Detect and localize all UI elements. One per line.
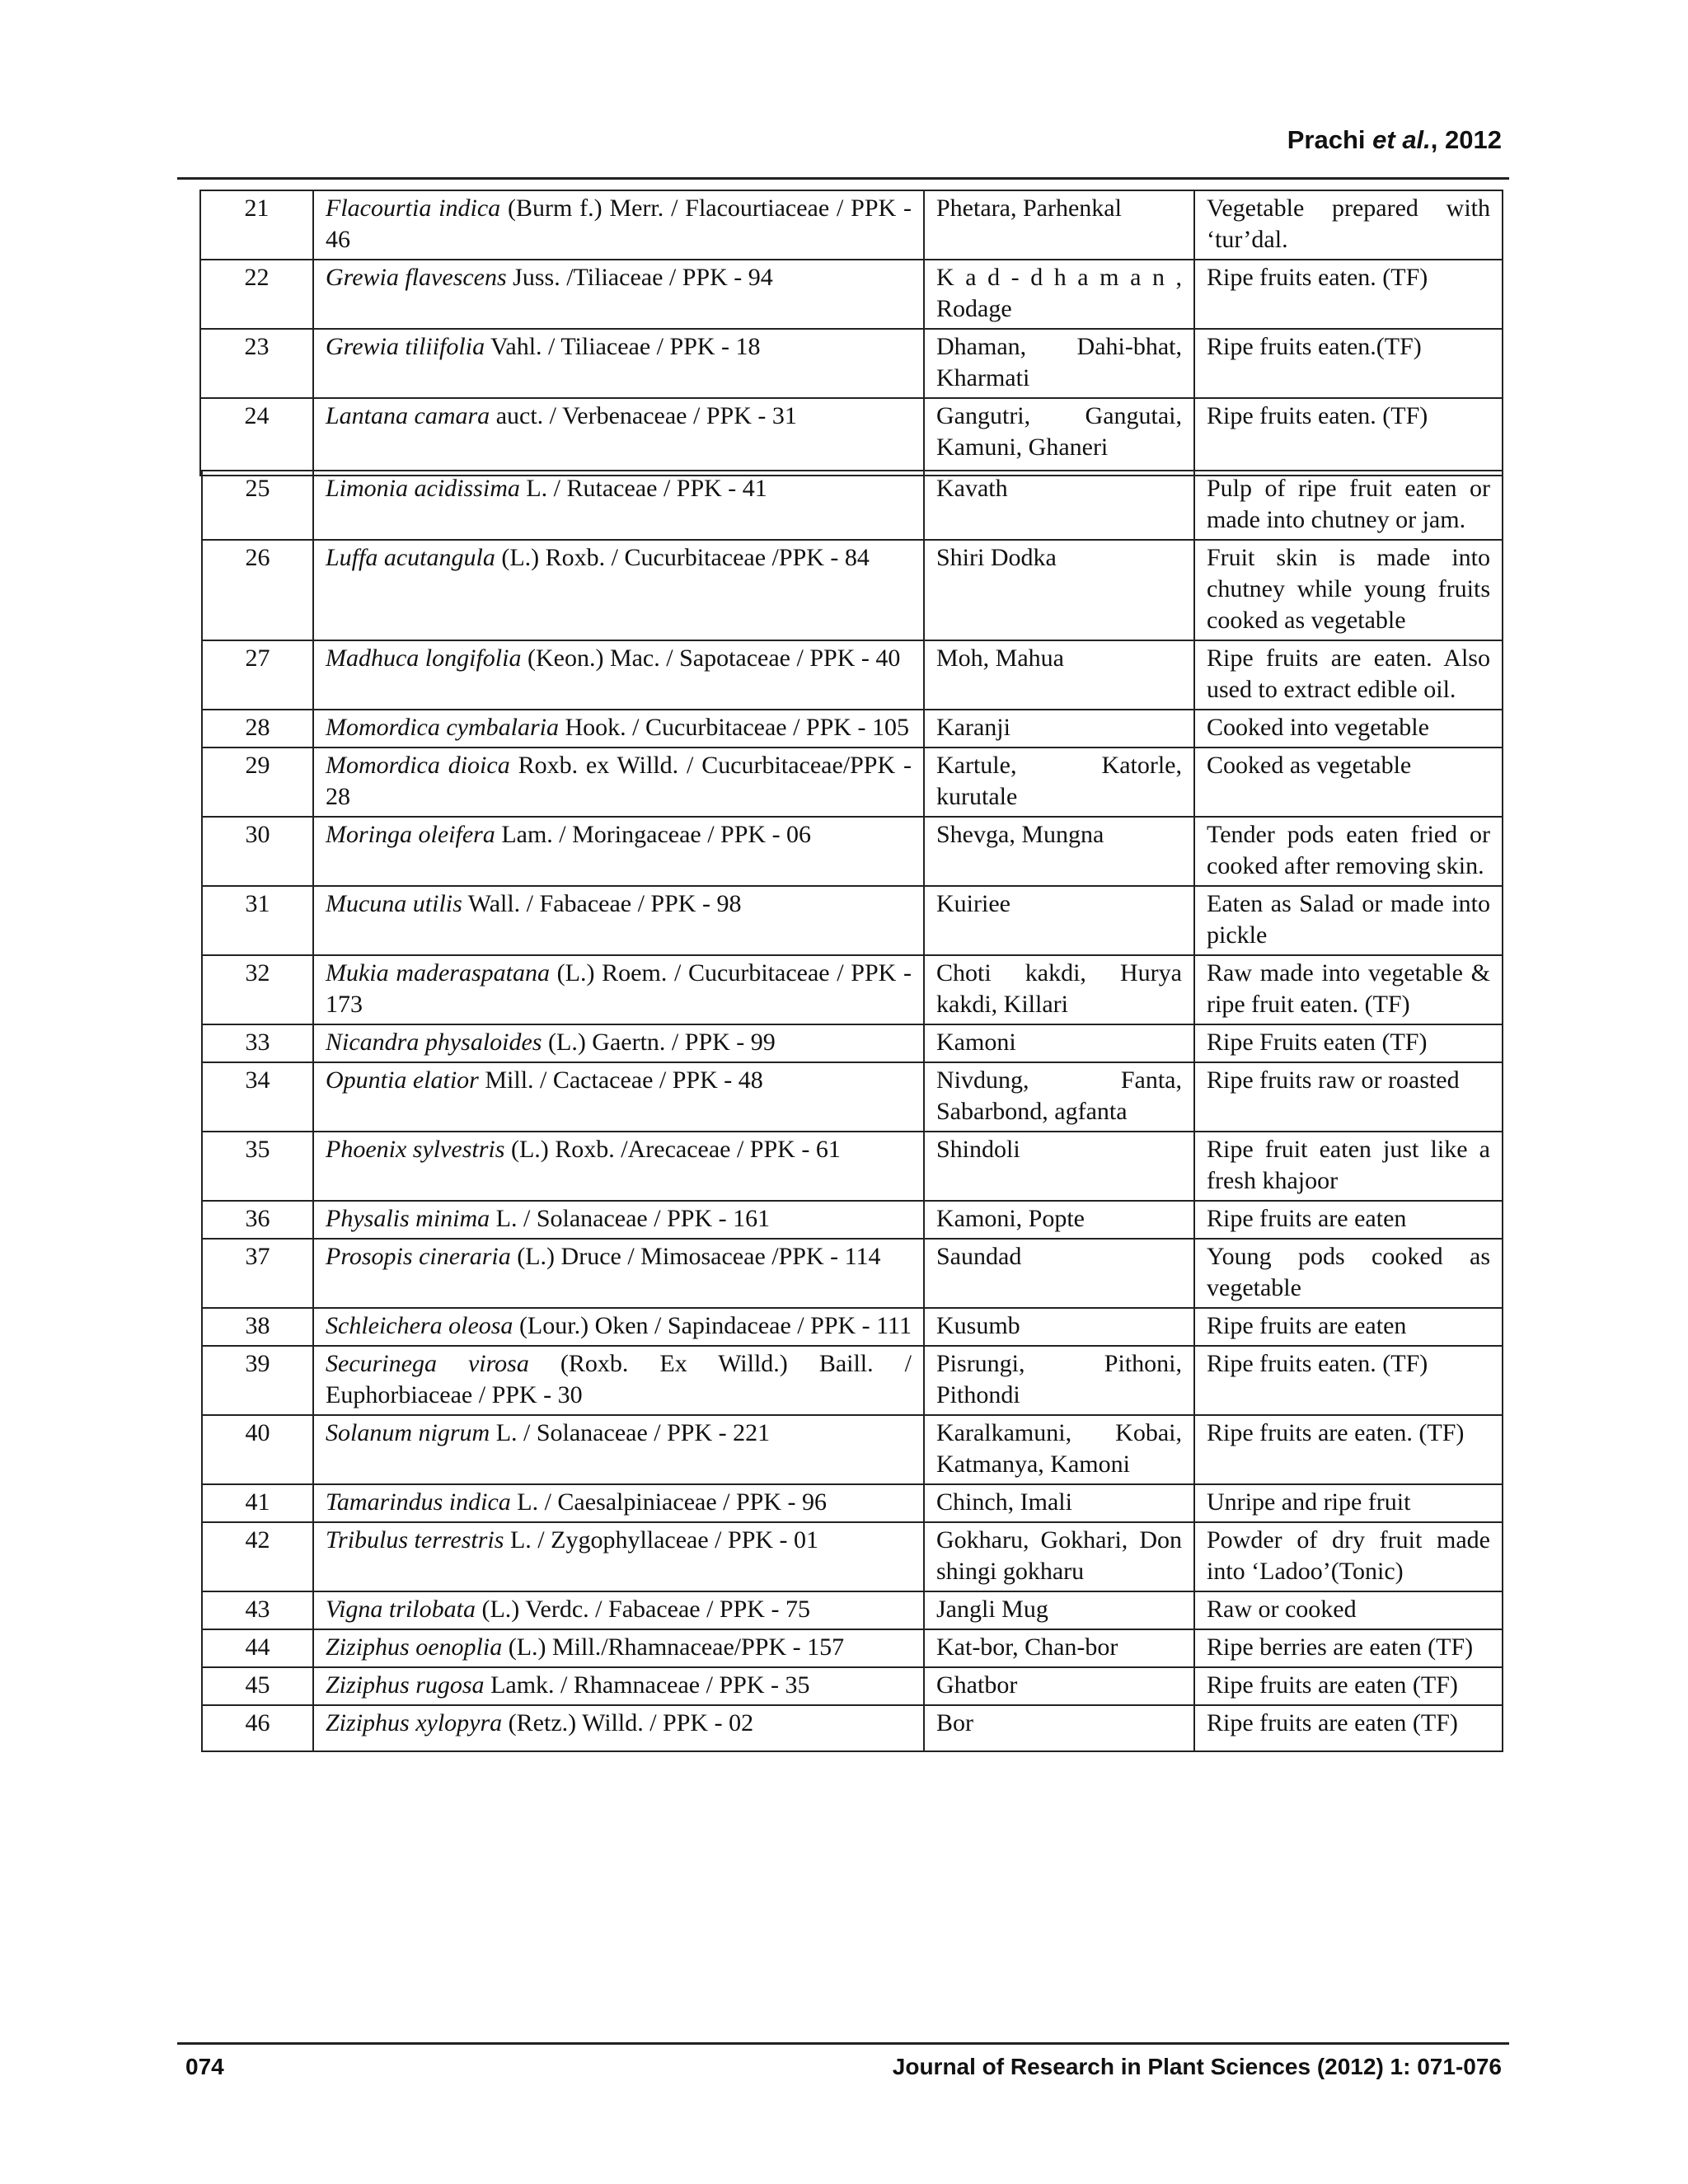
species-authority-family: (L.) Roem. / Cucurbitaceae / PPK - 173: [326, 959, 912, 1018]
species-cell: [313, 886, 924, 955]
local-name: Shiri Dodka: [924, 540, 1194, 640]
local-name: Shevga, Mungna: [924, 817, 1194, 886]
local-name: Moh, Mahua: [924, 640, 1194, 710]
table-row: [202, 817, 1503, 886]
species-cell: [313, 748, 924, 817]
species-name: Flacourtia indica: [326, 194, 501, 222]
species-authority-family: Wall. / Fabaceae / PPK - 98: [462, 890, 742, 917]
edible-use: Ripe berries are eaten (TF): [1194, 1629, 1503, 1667]
edible-use: Raw or cooked: [1194, 1591, 1503, 1629]
edible-use: Unripe and ripe fruit: [1194, 1484, 1503, 1522]
table-row: [202, 1239, 1503, 1308]
row-number: 28: [202, 710, 313, 748]
species-cell: [313, 640, 924, 710]
row-number: 23: [200, 329, 313, 398]
edible-use: Ripe fruits eaten. (TF): [1194, 1346, 1503, 1415]
table-row: [202, 1522, 1503, 1591]
species-cell: [313, 398, 924, 476]
table-row: [202, 748, 1503, 817]
local-name: Pisrungi, Pithoni, Pithondi: [924, 1346, 1194, 1415]
table-row: [202, 710, 1503, 748]
edible-use: Young pods cooked as vegetable: [1194, 1239, 1503, 1308]
species-cell: [313, 817, 924, 886]
species-name: Securinega virosa: [326, 1350, 529, 1377]
edible-use: Ripe fruits eaten.(TF): [1194, 329, 1503, 398]
header-rule: [177, 177, 1509, 180]
species-cell: [313, 190, 924, 260]
table-row: [202, 886, 1503, 955]
row-number: 39: [202, 1346, 313, 1415]
edible-use: Ripe fruits eaten. (TF): [1194, 260, 1503, 329]
species-name: Moringa oleifera: [326, 821, 495, 848]
edible-use: Ripe fruits are eaten. (TF): [1194, 1415, 1503, 1484]
species-authority-family: (Keon.) Mac. / Sapotaceae / PPK - 40: [521, 644, 901, 672]
footer-rule: [177, 2042, 1509, 2045]
edible-use: Ripe fruits eaten. (TF): [1194, 398, 1503, 476]
species-authority-family: L. / Zygophyllaceae / PPK - 01: [504, 1526, 819, 1554]
species-name: Tamarindus indica: [326, 1488, 511, 1516]
local-name: Dhaman, Dahi-bhat, Kharmati: [924, 329, 1194, 398]
species-authority-family: Vahl. / Tiliaceae / PPK - 18: [485, 333, 761, 360]
row-number: 26: [202, 540, 313, 640]
row-number: 30: [202, 817, 313, 886]
row-number: 31: [202, 886, 313, 955]
species-name: Momordica dioica: [326, 752, 510, 779]
species-authority-family: (L.) Mill./Rhamnaceae/PPK - 157: [502, 1633, 845, 1661]
header-author: Prachi: [1287, 125, 1366, 154]
row-number: 27: [202, 640, 313, 710]
species-cell: [313, 1522, 924, 1591]
row-number: 32: [202, 955, 313, 1024]
species-authority-family: L. / Solanaceae / PPK - 161: [490, 1205, 771, 1232]
edible-use: Ripe Fruits eaten (TF): [1194, 1024, 1503, 1062]
edible-use: Ripe fruits are eaten (TF): [1194, 1705, 1503, 1751]
species-authority-family: (Retz.) Willd. / PPK - 02: [502, 1709, 754, 1736]
row-number: 44: [202, 1629, 313, 1667]
row-number: 22: [200, 260, 313, 329]
row-number: 45: [202, 1667, 313, 1705]
edible-use: Pulp of ripe fruit eaten or made into chutney or jam.: [1194, 471, 1503, 540]
edible-use: Ripe fruits are eaten: [1194, 1201, 1503, 1239]
species-authority-family: (L.) Druce / Mimosaceae /PPK - 114: [510, 1243, 881, 1270]
local-name: Chinch, Imali: [924, 1484, 1194, 1522]
row-number: 24: [200, 398, 313, 476]
row-number: 40: [202, 1415, 313, 1484]
species-table-part1: [199, 190, 1503, 476]
table-row: [202, 1629, 1503, 1667]
edible-use: Ripe fruits are eaten. Also used to extract edible oil.: [1194, 640, 1503, 710]
species-cell: [313, 955, 924, 1024]
table-row: [200, 398, 1503, 476]
row-number: 21: [200, 190, 313, 260]
local-name: Jangli Mug: [924, 1591, 1194, 1629]
table-row: [202, 1484, 1503, 1522]
species-table-part2: [201, 470, 1503, 1752]
header-etal: et al.: [1372, 125, 1431, 154]
edible-use: Ripe fruit eaten just like a fresh khajoor: [1194, 1132, 1503, 1201]
table-row: [202, 471, 1503, 540]
species-name: Vigna trilobata: [326, 1596, 476, 1623]
row-number: 34: [202, 1062, 313, 1132]
species-cell: [313, 1308, 924, 1346]
footer-page-number: 074: [185, 2054, 224, 2079]
row-number: 33: [202, 1024, 313, 1062]
species-cell: [313, 1629, 924, 1667]
table-row: [202, 1062, 1503, 1132]
species-authority-family: Hook. / Cucurbitaceae / PPK - 105: [559, 714, 909, 741]
species-name: Lantana camara: [326, 402, 490, 429]
species-name: Grewia tiliifolia: [326, 333, 485, 360]
local-name: Kamoni, Popte: [924, 1201, 1194, 1239]
species-authority-family: (Roxb. Ex Willd.) Baill. / Euphorbiaceae / PPK - 30: [326, 1350, 912, 1408]
table-row: [200, 329, 1503, 398]
species-cell: [313, 1705, 924, 1751]
species-cell: [313, 1201, 924, 1239]
species-name: Luffa acutangula: [326, 544, 495, 571]
local-name: Bor: [924, 1705, 1194, 1751]
species-cell: [313, 329, 924, 398]
species-authority-family: L. / Solanaceae / PPK - 221: [490, 1419, 771, 1446]
table-row: [200, 260, 1503, 329]
species-authority-family: (L.) Roxb. / Cucurbitaceae /PPK - 84: [495, 544, 870, 571]
species-cell: [313, 1132, 924, 1201]
edible-use: Powder of dry fruit made into ‘Ladoo’(Tonic): [1194, 1522, 1503, 1591]
local-name: Kusumb: [924, 1308, 1194, 1346]
table-row: [202, 1024, 1503, 1062]
edible-use: Cooked into vegetable: [1194, 710, 1503, 748]
edible-use: Raw made into vegetable & ripe fruit eaten. (TF): [1194, 955, 1503, 1024]
row-number: 35: [202, 1132, 313, 1201]
table-row: [202, 640, 1503, 710]
local-name: Gokharu, Gokhari, Don shingi gokharu: [924, 1522, 1194, 1591]
local-name: Gangutri, Gangutai, Kamuni, Ghaneri: [924, 398, 1194, 476]
table-row: [202, 1415, 1503, 1484]
species-name: Ziziphus rugosa: [326, 1671, 485, 1699]
table-row: [202, 1705, 1503, 1751]
table-row: [202, 955, 1503, 1024]
table-row: [202, 1591, 1503, 1629]
species-cell: [313, 1024, 924, 1062]
species-cell: [313, 1484, 924, 1522]
species-name: Grewia flavescens: [326, 264, 507, 291]
table-row: [202, 1201, 1503, 1239]
local-name: K a d - d h a m a n , Rodage: [924, 260, 1194, 329]
edible-use: Ripe fruits raw or roasted: [1194, 1062, 1503, 1132]
edible-use: Fruit skin is made into chutney while young fruits cooked as vegetable: [1194, 540, 1503, 640]
species-authority-family: Roxb. ex Willd. / Cucurbitaceae/PPK - 28: [326, 752, 912, 810]
local-name: Kavath: [924, 471, 1194, 540]
species-name: Mukia maderaspatana: [326, 959, 550, 987]
row-number: 46: [202, 1705, 313, 1751]
row-number: 41: [202, 1484, 313, 1522]
edible-use: Tender pods eaten fried or cooked after removing skin.: [1194, 817, 1503, 886]
species-authority-family: Juss. /Tiliaceae / PPK - 94: [506, 264, 773, 291]
row-number: 25: [202, 471, 313, 540]
species-authority-family: (Burm f.) Merr. / Flacourtiaceae / PPK - 46: [326, 194, 912, 253]
species-cell: [313, 1591, 924, 1629]
species-cell: [313, 1239, 924, 1308]
species-cell: [313, 710, 924, 748]
species-authority-family: (Lour.) Oken / Sapindaceae / PPK - 111: [513, 1312, 912, 1339]
species-authority-family: Lamk. / Rhamnaceae / PPK - 35: [484, 1671, 810, 1699]
species-authority-family: L. / Caesalpiniaceae / PPK - 96: [510, 1488, 827, 1516]
local-name: Shindoli: [924, 1132, 1194, 1201]
local-name: Kuiriee: [924, 886, 1194, 955]
species-name: Opuntia elatior: [326, 1066, 479, 1094]
species-authority-family: (L.) Roxb. /Arecaceae / PPK - 61: [504, 1136, 841, 1163]
local-name: Saundad: [924, 1239, 1194, 1308]
table-row: [202, 1308, 1503, 1346]
species-name: Mucuna utilis: [326, 890, 462, 917]
local-name: Karanji: [924, 710, 1194, 748]
species-cell: [313, 1667, 924, 1705]
species-cell: [313, 1062, 924, 1132]
row-number: 38: [202, 1308, 313, 1346]
species-name: Ziziphus xylopyra: [326, 1709, 503, 1736]
species-cell: [313, 540, 924, 640]
species-name: Prosopis cineraria: [326, 1243, 511, 1270]
table-row: [202, 1132, 1503, 1201]
local-name: Nivdung, Fanta, Sabarbond, agfanta: [924, 1062, 1194, 1132]
row-number: 37: [202, 1239, 313, 1308]
page-header: [1287, 125, 1502, 155]
local-name: Kartule, Katorle, kurutale: [924, 748, 1194, 817]
row-number: 29: [202, 748, 313, 817]
edible-use: Vegetable prepared with ‘tur’dal.: [1194, 190, 1503, 260]
species-name: Schleichera oleosa: [326, 1312, 513, 1339]
species-authority-family: L. / Rutaceae / PPK - 41: [519, 475, 767, 502]
row-number: 43: [202, 1591, 313, 1629]
local-name: Kamoni: [924, 1024, 1194, 1062]
local-name: Phetara, Parhenkal: [924, 190, 1194, 260]
species-cell: [313, 1415, 924, 1484]
edible-use: Eaten as Salad or made into pickle: [1194, 886, 1503, 955]
species-authority-family: auct. / Verbenaceae / PPK - 31: [490, 402, 797, 429]
species-name: Solanum nigrum: [326, 1419, 490, 1446]
table-row: [202, 540, 1503, 640]
edible-use: Cooked as vegetable: [1194, 748, 1503, 817]
table-row: [202, 1346, 1503, 1415]
species-name: Phoenix sylvestris: [326, 1136, 505, 1163]
species-name: Nicandra physaloides: [326, 1029, 542, 1056]
species-name: Tribulus terrestris: [326, 1526, 504, 1554]
local-name: Choti kakdi, Hurya kakdi, Killari: [924, 955, 1194, 1024]
species-cell: [313, 1346, 924, 1415]
footer-journal-citation: Journal of Research in Plant Sciences (2012) 1: 071-076: [892, 2054, 1502, 2079]
species-cell: [313, 471, 924, 540]
species-name: Limonia acidissima: [326, 475, 520, 502]
species-authority-family: (L.) Verdc. / Fabaceae / PPK - 75: [475, 1596, 810, 1623]
species-name: Momordica cymbalaria: [326, 714, 560, 741]
edible-use: Ripe fruits are eaten: [1194, 1308, 1503, 1346]
species-authority-family: Lam. / Moringaceae / PPK - 06: [495, 821, 812, 848]
local-name: Kat-bor, Chan-bor: [924, 1629, 1194, 1667]
local-name: Ghatbor: [924, 1667, 1194, 1705]
species-name: Physalis minima: [326, 1205, 490, 1232]
species-cell: [313, 260, 924, 329]
edible-use: Ripe fruits are eaten (TF): [1194, 1667, 1503, 1705]
species-name: Madhuca longifolia: [326, 644, 522, 672]
row-number: 36: [202, 1201, 313, 1239]
table-row: [202, 1667, 1503, 1705]
species-authority-family: Mill. / Cactaceae / PPK - 48: [478, 1066, 763, 1094]
species-name: Ziziphus oenoplia: [326, 1633, 503, 1661]
row-number: 42: [202, 1522, 313, 1591]
header-year: , 2012: [1430, 125, 1502, 154]
local-name: Karalkamuni, Kobai, Katmanya, Kamoni: [924, 1415, 1194, 1484]
species-authority-family: (L.) Gaertn. / PPK - 99: [542, 1029, 776, 1056]
table-row: [200, 190, 1503, 260]
